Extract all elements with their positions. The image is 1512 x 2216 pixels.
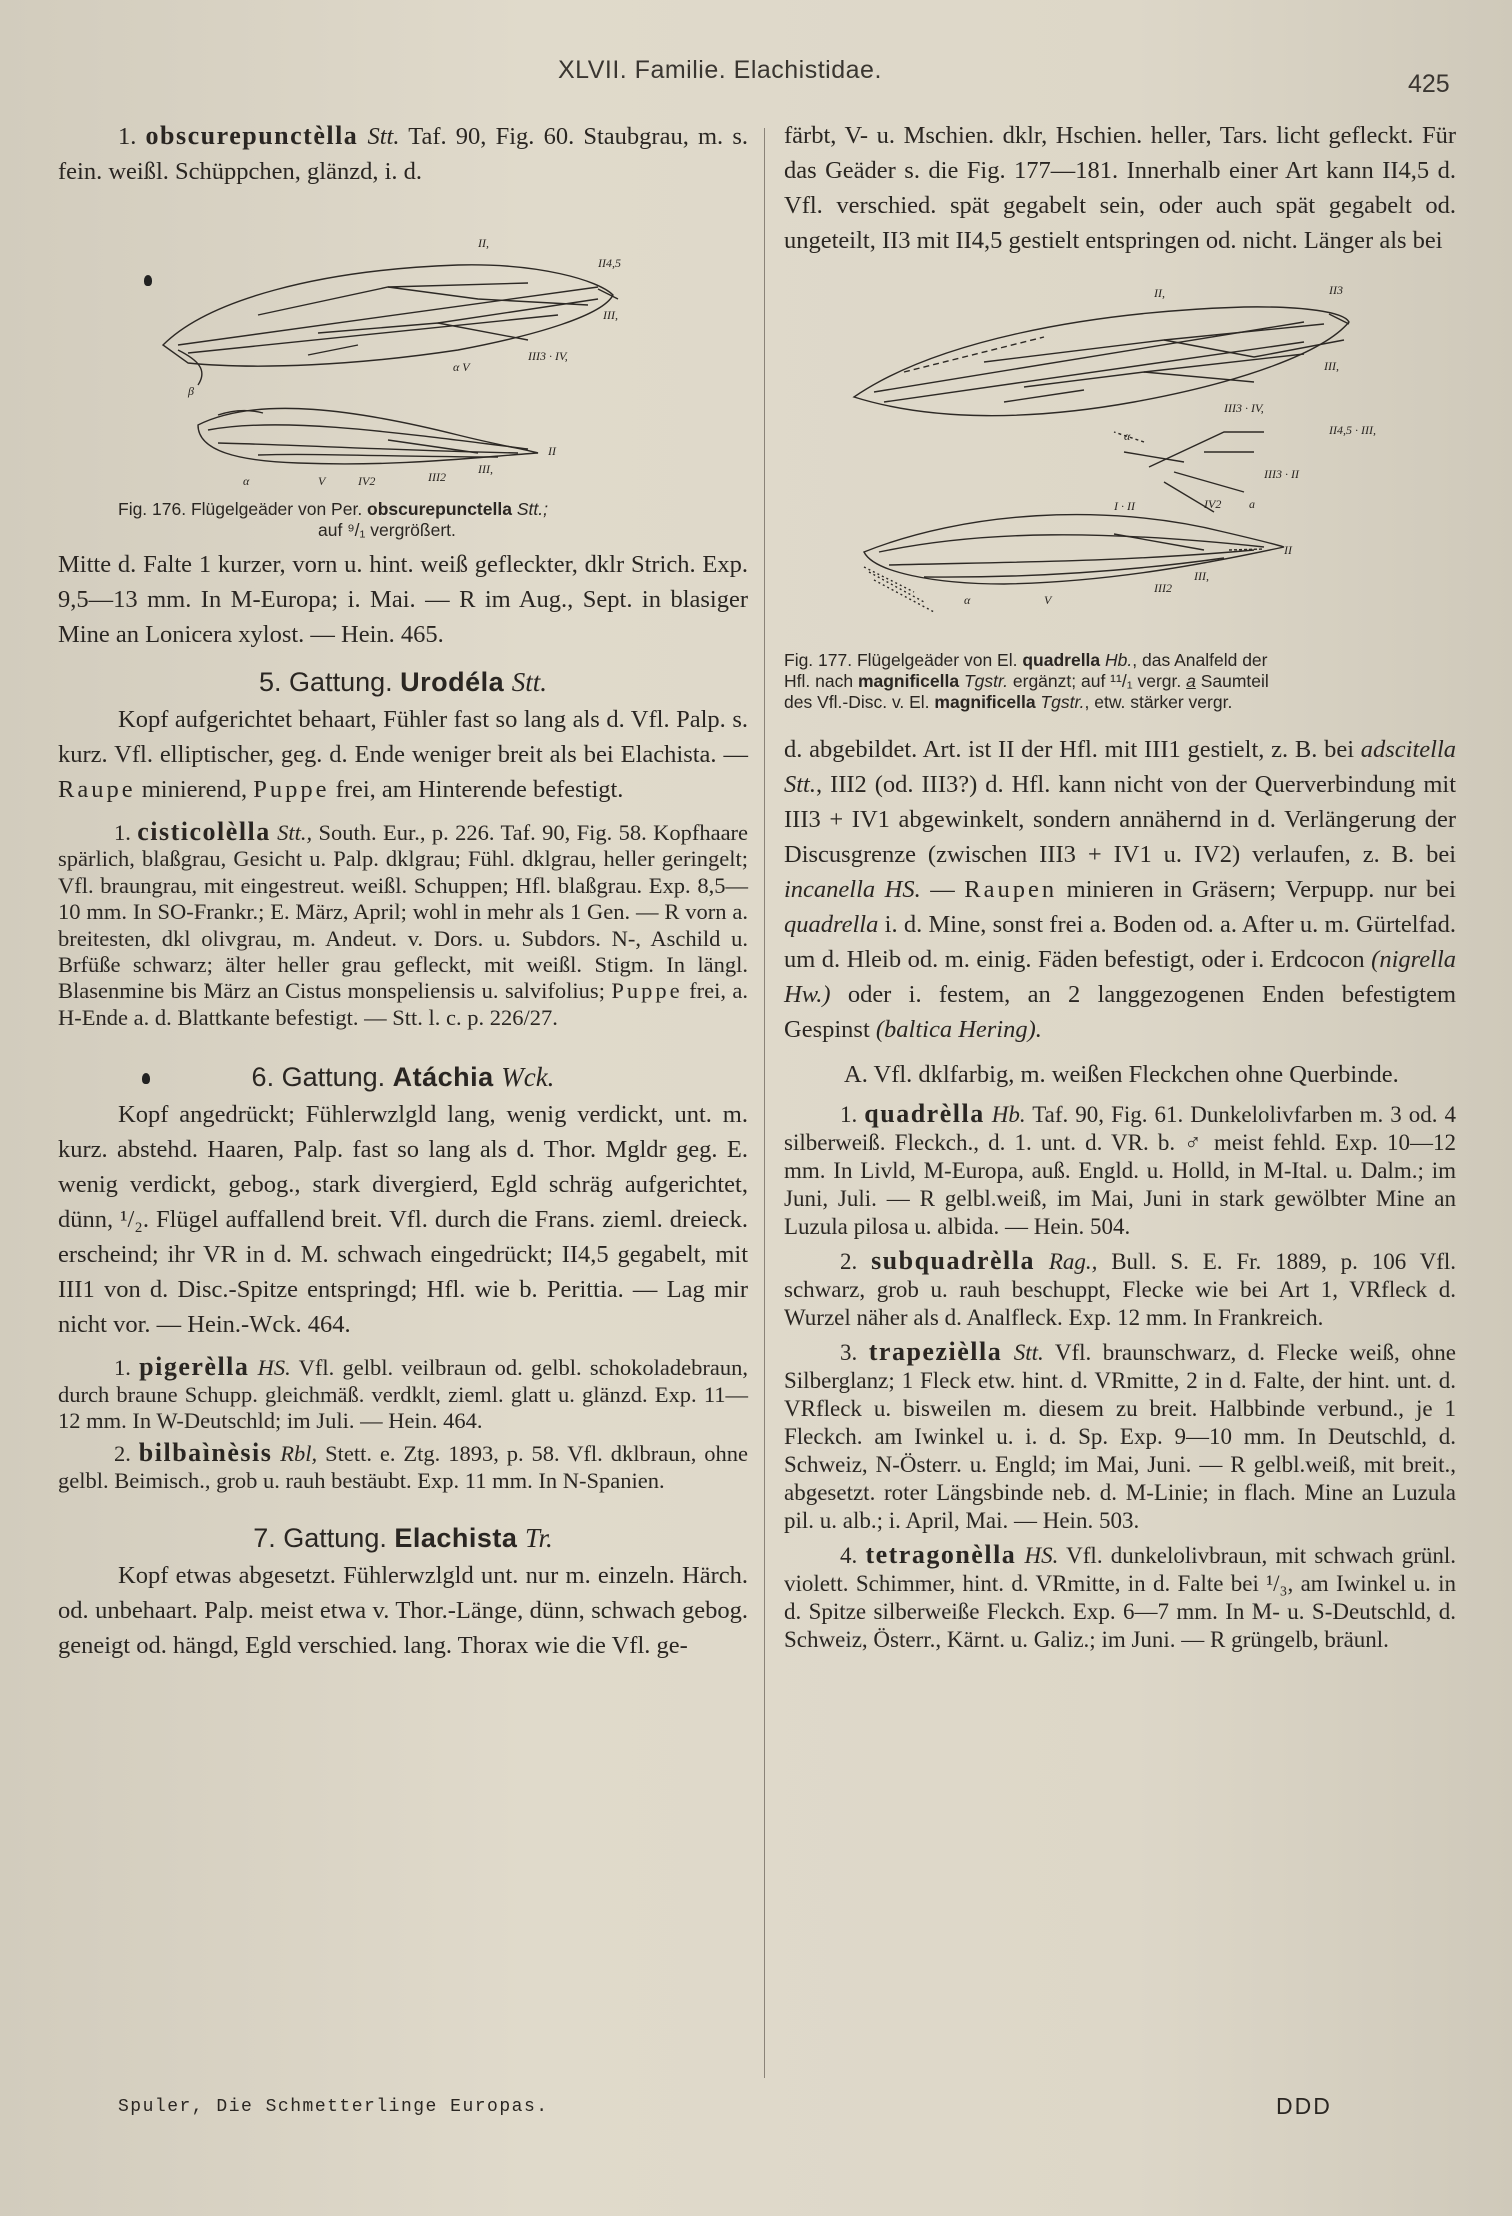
page-footer (0, 2093, 1512, 2137)
genus-heading-atachia: 6. Gattung. Atáchia Wck. (58, 1057, 748, 1097)
vein-label: III3 · IV, (528, 349, 568, 363)
figure-176-caption: Fig. 176. Flügelgeäder von Per. obscurepunctella Stt.; auf ⁹/₁ vergrößert. (118, 499, 548, 540)
vein-label: III3 · IV, (1224, 401, 1264, 415)
entry-text: Taf. 90, Fig. 60. Staubgrau, m. s. fein. weißl. Schüppchen, glänzd, i. d. (58, 123, 749, 185)
entry-bilbainesis: 2. bilbaìnèsis Rbl, Stett. e. Ztg. 1893, p. 58. Vfl. dklbraun, ohne gelbl. Beimisch., grob u. rauh bestäubt. Exp. 11 mm. In N-Spanien. (58, 1438, 748, 1493)
figure-176 (58, 195, 748, 547)
venation-notes: d. abgebildet. Art. ist II der Hfl. mit III1 gestielt, z. B. bei adscitella Stt., III2 (od. III3?) d. Hfl. kann nicht von der Querverbindung mit III3 + IV1 abgewinkelt, sondern annähernd in d. Verlängerung der Discusgrenze (zwischen III3 + IV1 u. IV2) verlaufen, z. B. bei incanella HS. — Raupen minieren in Gräsern; Verpupp. nur bei quadrella i. d. Mine, sonst frei a. Boden od. a. After u. m. Gürtelfad. um d. Hleib od. m. einig. Fäden befestigt, oder i. Erdcocon (nigrella Hw.) oder i. festem, an 2 langgezogenen Enden befestigtem Gespinst (baltica Hering). (784, 736, 1457, 1043)
vein-label: III2 (428, 470, 446, 484)
entry-obscurepunctella (58, 118, 748, 189)
species-author: Stt. (367, 123, 400, 150)
footer-source: Spuler, Die Schmetterlinge Europas. (118, 2097, 549, 2117)
vein-label: a (1249, 497, 1255, 511)
atachia-description: Kopf angedrückt; Fühlerwzlgld lang, wenig verdickt, unt. m. kurz. abstehd. Haaren, Palp. fast so lang als d. Thor. Mgldr geg. E. wenig verdickt, gebog., stark divergierd, Egld schräg aufgerichtet, dünn, ¹/₂. Flügel auffallend breit. Vfl. durch die Frans. zieml. dreieck. erscheind; ihr VR in d. M. schwach eingedrückt; II4,5 gegabelt, mit III1 von d. Disc.-Spitze entspringd; Hfl. wie b. Perittia. — Lag mir nicht vor. — Hein.-Wck. 464. (58, 1101, 748, 1339)
bullet-mark (144, 275, 152, 286)
elachista-description-continued: färbt, V- u. Mschien. dklr, Hschien. heller, Tars. licht gefleckt. Für das Geäder s. die Fig. 177—181. Innerhalb einer Art kann II4,5 d. Vfl. verschied. spät gegabelt sein, oder auch spät gegabelt od. ungeteilt, II3 mit II4,5 gestielt entspringen od. nicht. Länger als bei (784, 122, 1456, 254)
vein-label: α (964, 593, 971, 607)
vein-label: III2 (1154, 581, 1172, 595)
vein-label: II (548, 444, 556, 458)
vein-label: β (188, 384, 194, 398)
vein-label: II4,5 · III, (1329, 423, 1376, 437)
genus-heading-urodela: 5. Gattung. Urodéla Stt. (259, 667, 547, 697)
figure-177-caption: Fig. 177. Flügelgeäder von El. quadrella Hb., das Analfeld der Hfl. nach magnificella Tgstr. ergänzt; auf ¹¹/₁ vergr. a Saumteil des Vfl.-Disc. v. El. magnificella Tgstr., etw. stärker vergr. (784, 650, 1269, 712)
vein-label: V (1044, 593, 1052, 607)
bullet-mark (142, 1073, 150, 1084)
entry-tetragonella: 4. tetragonèlla HS. Vfl. dunkelolivbraun, mit schwach grünl. violett. Schimmer, hint. d. VRmitte, in d. Falte bei ¹/₃, am Iwinkel u. in d. Spitze silberweiße Fleckch. Exp. 6—7 mm. In M- u. S-Deutschld, d. Schweiz, Österr., Kärnt. u. Galiz.; im Juni. — R grüngelb, bräunl. (784, 1540, 1457, 1652)
entry-cisticolella: 1. cisticolèlla Stt., South. Eur., p. 226. Taf. 90, Fig. 58. Kopfhaare spärlich, blaßgrau, Gesicht u. Palp. dklgrau; Fühl. dklgrau, heller geringelt; Vfl. braungrau, mit eingestreut. weißl. Schuppen; Hfl. blaßgrau. Exp. 8,5—10 mm. In SO-Frankr.; E. März, April; wohl in mehr als 1 Gen. — R vorn a. breitesten, dkl olivgrau, m. Andeut. v. Dors. u. Subdors. N-, Aschild u. Brfüße schwarz; älter heller grau gefleckt, mit weißl. Stigm. In längl. Blasenmine bis März an Cistus monspeliensis u. salvifolius; Puppe frei, a. H-Ende a. d. Blattkante befestigt. — Stt. l. c. p. 226/27. (58, 817, 749, 1030)
genus-heading-elachista: 7. Gattung. Elachista Tr. (253, 1523, 553, 1554)
vein-label: III3 · II (1264, 467, 1299, 481)
vein-label: III, (603, 308, 618, 322)
running-header (0, 52, 1512, 102)
column-rule (764, 128, 765, 2078)
header-title: XLVII. Familie. Elachistidae. (558, 56, 882, 84)
vein-label: IV2 (1204, 497, 1222, 511)
entry-subquadrella: 2. subquadrèlla Rag., Bull. S. E. Fr. 1889, p. 106 Vfl. schwarz, grob u. rauh beschuppt, Flecke wie bei Art 1, VRfleck d. Wurzel näher als d. Analfleck. Exp. 12 mm. In Frankreich. (784, 1246, 1457, 1330)
obscurepunctella-continued: Mitte d. Falte 1 kurzer, vorn u. hint. weiß gefleckter, dklr Strich. Exp. 9,5—13 mm. In M-Europa; i. Mai. — R im Aug., Sept. in blasiger Mine an Lonicera xylost. — Hein. 465. (58, 551, 748, 648)
section-a-heading: A. Vfl. dklfarbig, m. weißen Fleckchen ohne Querbinde. (844, 1061, 1399, 1088)
left-column (58, 118, 748, 1663)
vein-label: II4,5 (598, 256, 621, 270)
vein-label: V (318, 474, 326, 488)
elachista-description: Kopf etwas abgesetzt. Fühlerwzlgld unt. nur m. einzeln. Härch. od. unbehaart. Palp. meist etwa v. Thor.-Länge, dünn, schwach gebog. geneigt od. hängd, Egld verschied. lang. Thorax wie die Vfl. ge- (58, 1562, 748, 1660)
species-name: obscurepunctèlla (145, 121, 359, 150)
urodela-description: Kopf aufgerichtet behaart, Fühler fast so lang als d. Vfl. Palp. s. kurz. Vfl. elliptischer, geg. d. Ende weniger breit als bei Elachista. — Raupe minierend, Puppe frei, am Hinterende befestigt. (58, 706, 748, 803)
vein-label: IV2 (358, 474, 376, 488)
entry-number: 1. (118, 123, 137, 150)
vein-label: III, (478, 462, 493, 476)
vein-label: II, (478, 236, 489, 250)
footer-signature: DDD (1276, 2093, 1332, 2119)
entry-quadrella: 1. quadrèlla Hb. Taf. 90, Fig. 61. Dunkelolivfarben m. 3 od. 4 silberweiß. Fleckch., d. 1. unt. d. VR. b. ♂ meist fehld. Exp. 10—12 mm. In Livld, M-Europa, auß. Engld. u. Holld, in M-Ital. u. Dalm.; im Juni, Juli. — R gelbl.weiß, im Mai, Juni in stark gewölbter Mine an Luzula pilosa u. albida. — Hein. 504. (784, 1099, 1457, 1239)
wing-venation-diagram-177 (784, 262, 1456, 642)
vein-label: α V (453, 360, 470, 374)
vein-label: II, (1154, 286, 1165, 300)
vein-label: III, (1324, 359, 1339, 373)
entry-pigerella: 1. pigerèlla HS. Vfl. gelbl. veilbraun od. gelbl. schokoladebraun, durch braune Schupp. gleichmäß. verdklt, zieml. glatt u. glänzd. Exp. 11—12 mm. In W-Deutschld; im Juli. — Hein. 464. (58, 1352, 748, 1434)
vein-label: II (1284, 543, 1292, 557)
vein-label: III, (1194, 569, 1209, 583)
page-number: 425 (1408, 70, 1450, 98)
wing-venation-diagram-176 (58, 195, 748, 495)
vein-label: I · II (1114, 499, 1135, 513)
entry-trapeziella: 3. trapezièlla Stt. Vfl. braunschwarz, d. Flecke weiß, ohne Silberglanz; 1 Fleck etw. hint. d. VRmitte, 2 in d. Falte, der hint. unt. d. VRfleck u. bisweilen m. diesem zu breit. Halbbinde verbund., je 1 Fleckch. am Iwinkel u. i. d. Sp. Exp. 9—10 mm. In Deutschld, d. Schweiz, N-Österr. u. Engld; im Mai, Juni. — R gelbl.weiß, mit breit., abgesetzt. roter Längsbinde neb. d. M-Linie; in flach. Mine an Luzula pil. u. alb.; i. April, Mai. — Hein. 503. (784, 1337, 1456, 1533)
vein-label: α (1124, 429, 1131, 443)
vein-label: α (243, 474, 250, 488)
figure-177 (784, 262, 1456, 732)
right-column (784, 118, 1456, 1654)
vein-label: II3 (1329, 283, 1343, 297)
